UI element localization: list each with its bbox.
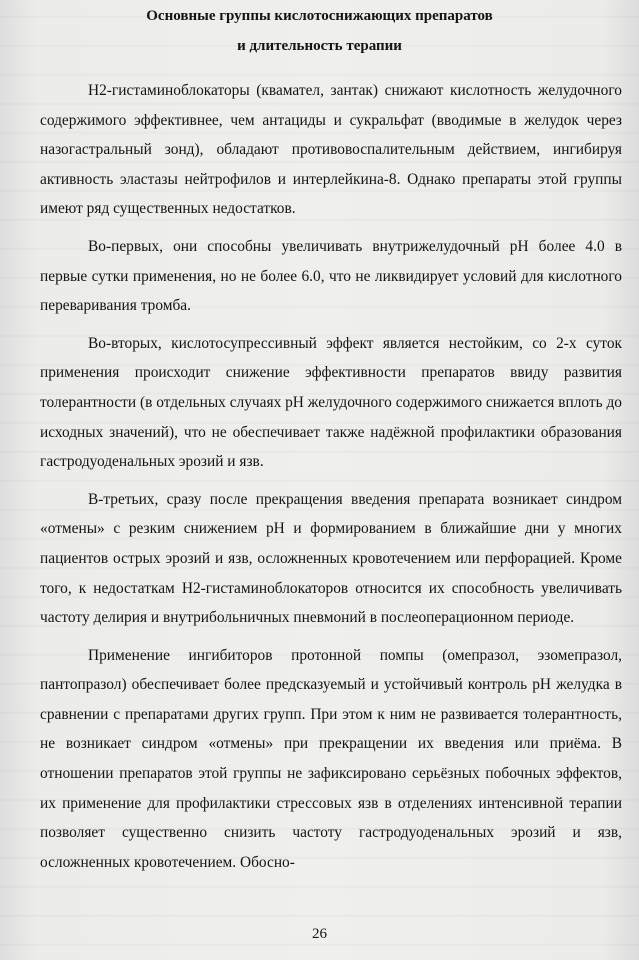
page-number: 26 xyxy=(312,926,327,942)
paragraph-proton-pump-inhibitors: Применение ингибиторов протонной помпы (омепразол, эзомепразол, пантопразол) обеспечивает более предсказуемый и устойчивый контроль рН желудка в сравнении с препаратами других групп. При этом к ним не развивается толерантность, не возникает синдром «отмены» при прекращении их введения или приёма. В отношении препаратов этой группы не зафиксировано серьёзных побочных эффектов, их применение для профилактики стрессовых язв в отделениях интенсивной терапии позволяет существенно снизить частоту гастродуоденальных эрозий и язв, осложненных кровотечением. Обосно- xyxy=(40,646,622,871)
paragraph-h2-blockers: Н2-гистаминоблокаторы (квамател, зантак) снижают кислотность желудочного содержимого эффективнее, чем антациды и сукральфат (вводимые в желудок через назогастральный зонд), обладают противовоспалительным действием, ингибируя активность эластазы нейтрофилов и интерлейкина-8. Однако препараты этой группы имеют ряд существенных недостатков. xyxy=(40,82,622,218)
paragraph-first-drawback: Во-первых, они способны увеличивать внутрижелудочный рН более 4.0 в первые сутки применения, но не более 6.0, что не ликвидирует условий для кислотного переваривания тромба. xyxy=(40,237,622,315)
body-text xyxy=(40,76,622,885)
section-title-line-2: и длительность терапии xyxy=(237,38,402,54)
paragraph-second-drawback: Во-вторых, кислотосупрессивный эффект является нестойким, со 2-х суток применения происходит снижение эффективности препаратов ввиду развития толерантности (в отдельных случаях рН желудочного содержимого снижается вплоть до исходных значений), что не обеспечивает также надёжной профилактики образования гастродуоденальных эрозий и язв. xyxy=(40,334,622,471)
paragraph-third-drawback: В-третьих, сразу после прекращения введения препарата возникает синдром «отмены» с резким снижением рН и формированием в ближайшие дни у многих пациентов острых эрозий и язв, осложненных кровотечением или перфорацией. Кроме того, к недостаткам Н2-гистаминоблокаторов относится их способность увеличивать частоту делирия и внутрибольничных пневмоний в послеоперационном периоде. xyxy=(40,490,622,627)
section-title-line-1: Основные группы кислотоснижающих препаратов xyxy=(146,8,493,24)
